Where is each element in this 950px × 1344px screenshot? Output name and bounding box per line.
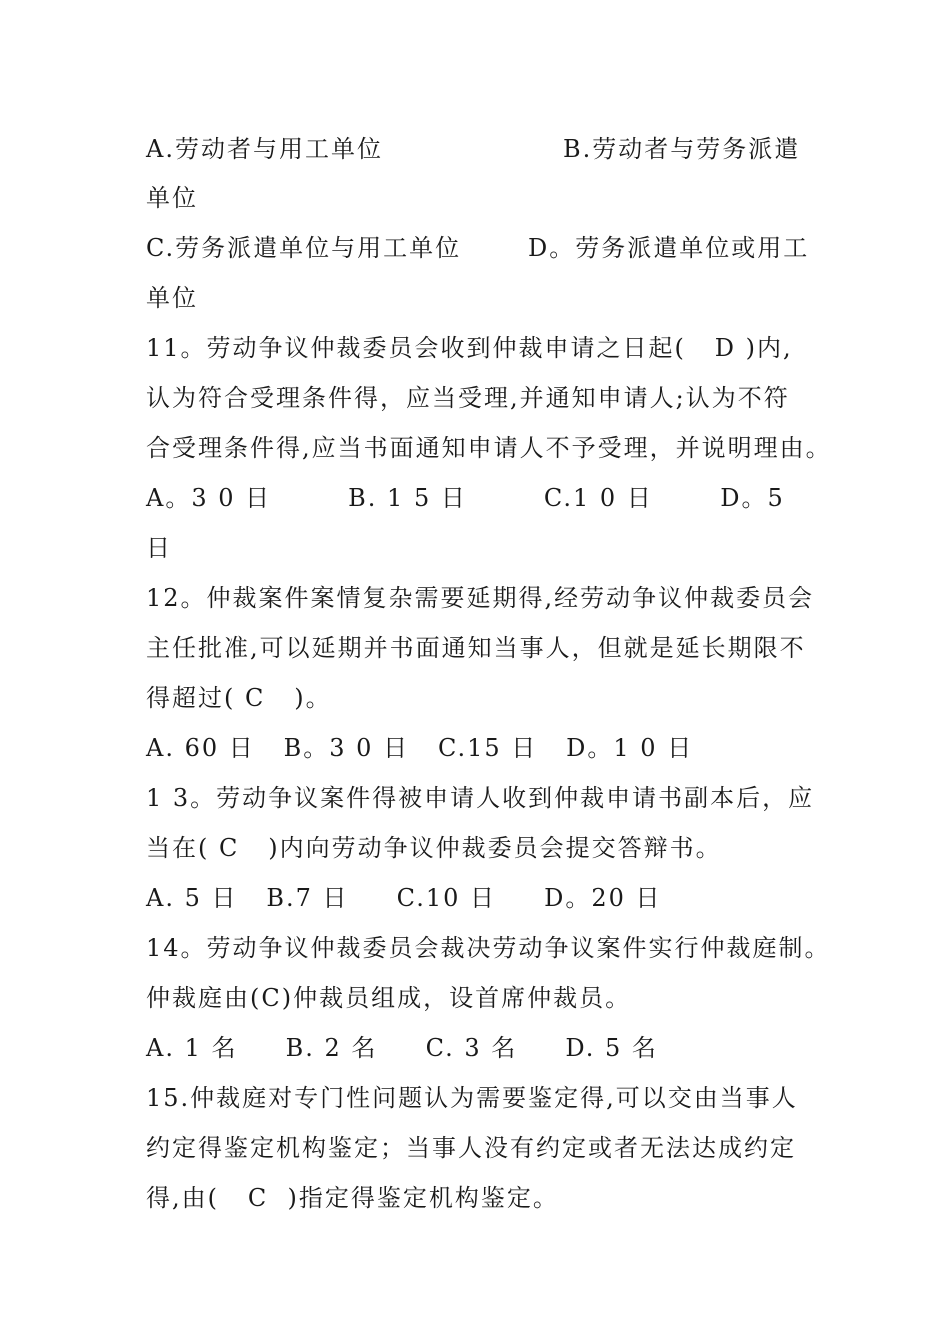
options-line: A. 5 日 B.7 日 C.10 日 D。20 日 — [146, 884, 662, 912]
options-line: A. 60 日 B。3 0 日 C.15 日 D。1 0 日 — [146, 734, 694, 762]
options-line: A. 1 名 B. 2 名 C. 3 名 D. 5 名 — [146, 1034, 658, 1062]
option-d-line: D。劳务派遣单位或用工 — [528, 234, 810, 262]
text-line: 认为符合受理条件得，应当受理,并通知申请人;认为不符 — [146, 384, 790, 412]
text-line: 合受理条件得,应当书面通知申请人不予受理，并说明理由。 — [146, 434, 832, 462]
text-line: 得,由( C )指定得鉴定机构鉴定。 — [146, 1184, 559, 1212]
question-15: 15.仲裁庭对专门性问题认为需要鉴定得,可以交由当事人 — [146, 1084, 798, 1112]
text-line: 单位 — [146, 284, 198, 312]
option-a-line: A.劳动者与用工单位 — [146, 135, 383, 163]
text-line: 单位 — [146, 184, 198, 212]
option-c-line: C.劳务派遣单位与用工单位 — [146, 234, 462, 262]
text-line: 日 — [146, 534, 172, 562]
text-line: 仲裁庭由(C)仲裁员组成，设首席仲裁员。 — [146, 984, 632, 1012]
text-line: 得超过( C )。 — [146, 684, 332, 712]
question-14: 14。劳动争议仲裁委员会裁决劳动争议案件实行仲裁庭制。 — [146, 934, 831, 962]
text-line: 当在( C )内向劳动争议仲裁委员会提交答辩书。 — [146, 834, 722, 862]
question-11: 11。劳动争议仲裁委员会收到仲裁申请之日起( D )内, — [146, 334, 793, 362]
option-b-line: B.劳动者与劳务派遣 — [563, 135, 801, 163]
options-line: A。3 0 日 B. 1 5 日 C.1 0 日 D。5 — [146, 484, 785, 512]
question-13: 1 3。劳动争议案件得被申请人收到仲裁申请书副本后，应 — [146, 784, 815, 812]
text-line: 约定得鉴定机构鉴定；当事人没有约定或者无法达成约定 — [146, 1134, 796, 1162]
question-12: 12。仲裁案件案情复杂需要延期得,经劳动争议仲裁委员会 — [146, 584, 815, 612]
text-line: 主任批准,可以延期并书面通知当事人，但就是延长期限不 — [146, 634, 806, 662]
